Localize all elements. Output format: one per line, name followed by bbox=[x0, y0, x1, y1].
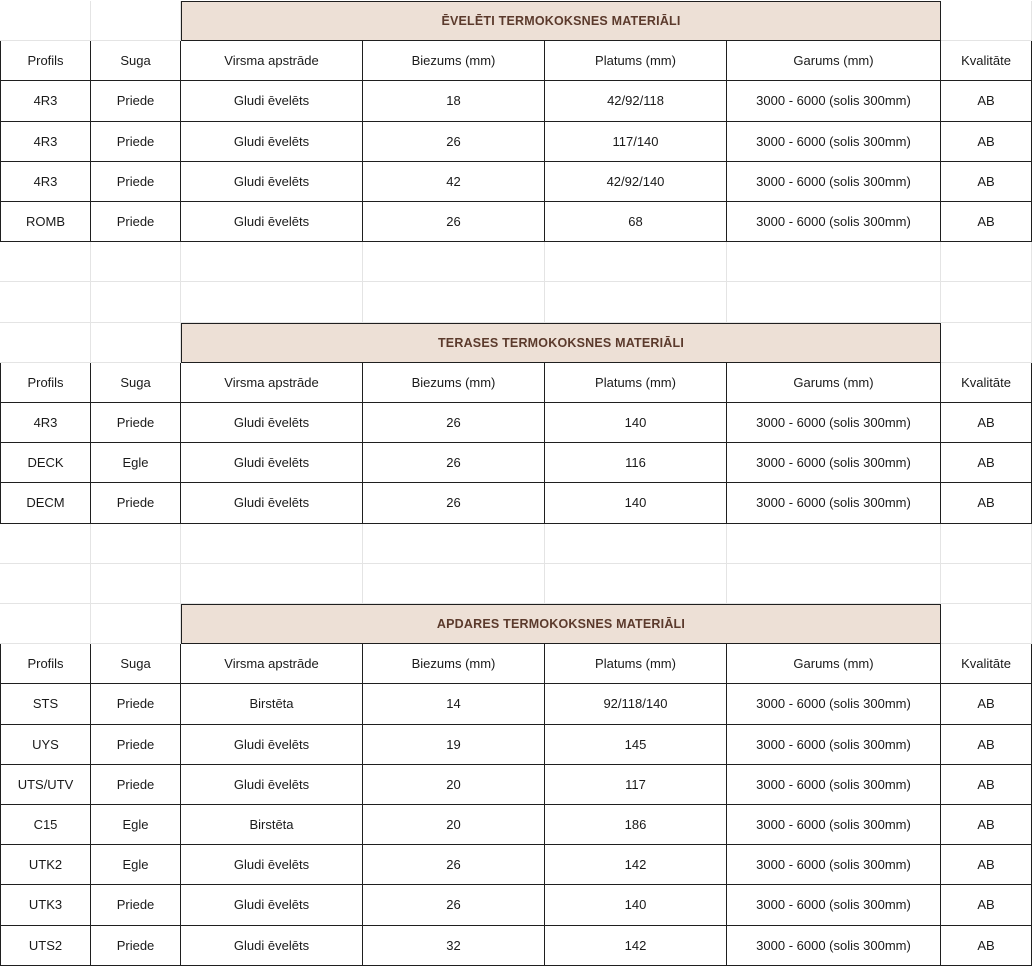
cell-platums: 42/92/118 bbox=[545, 81, 727, 121]
cell-garums: 3000 - 6000 (solis 300mm) bbox=[727, 443, 941, 483]
cell-platums: 68 bbox=[545, 202, 727, 242]
column-header-virsma: Virsma apstrāde bbox=[181, 644, 363, 684]
cell-garums: 3000 - 6000 (solis 300mm) bbox=[727, 845, 941, 885]
cell-platums: 42/92/140 bbox=[545, 162, 727, 202]
cell-garums: 3000 - 6000 (solis 300mm) bbox=[727, 684, 941, 724]
cell-biezums: 26 bbox=[363, 845, 545, 885]
empty-cell bbox=[91, 242, 181, 282]
cell-biezums: 18 bbox=[363, 81, 545, 121]
empty-cell bbox=[941, 323, 1032, 363]
empty-cell bbox=[0, 524, 91, 564]
cell-garums: 3000 - 6000 (solis 300mm) bbox=[727, 403, 941, 443]
cell-suga: Priede bbox=[91, 765, 181, 805]
cell-virsma: Gludi ēvelēts bbox=[181, 885, 363, 925]
cell-suga: Egle bbox=[91, 805, 181, 845]
empty-cell bbox=[0, 604, 91, 644]
empty-cell bbox=[941, 282, 1032, 322]
cell-profils: 4R3 bbox=[0, 81, 91, 121]
empty-cell bbox=[91, 282, 181, 322]
empty-cell bbox=[941, 1, 1032, 41]
cell-kvalitate: AB bbox=[941, 162, 1032, 202]
column-header-platums: Platums (mm) bbox=[545, 644, 727, 684]
empty-cell bbox=[91, 1, 181, 41]
cell-suga: Egle bbox=[91, 845, 181, 885]
cell-suga: Priede bbox=[91, 162, 181, 202]
cell-biezums: 42 bbox=[363, 162, 545, 202]
cell-kvalitate: AB bbox=[941, 403, 1032, 443]
column-header-platums: Platums (mm) bbox=[545, 363, 727, 403]
cell-platums: 186 bbox=[545, 805, 727, 845]
cell-kvalitate: AB bbox=[941, 765, 1032, 805]
cell-garums: 3000 - 6000 (solis 300mm) bbox=[727, 81, 941, 121]
cell-kvalitate: AB bbox=[941, 926, 1032, 966]
empty-cell bbox=[0, 1, 91, 41]
cell-profils: UYS bbox=[0, 725, 91, 765]
empty-cell bbox=[91, 323, 181, 363]
cell-platums: 140 bbox=[545, 885, 727, 925]
section-title: TERASES TERMOKOKSNES MATERIĀLI bbox=[181, 323, 941, 363]
cell-virsma: Gludi ēvelēts bbox=[181, 483, 363, 523]
cell-profils: DECK bbox=[0, 443, 91, 483]
empty-cell bbox=[941, 564, 1032, 604]
empty-cell bbox=[941, 604, 1032, 644]
cell-biezums: 26 bbox=[363, 443, 545, 483]
cell-virsma: Gludi ēvelēts bbox=[181, 162, 363, 202]
cell-biezums: 20 bbox=[363, 805, 545, 845]
empty-cell bbox=[727, 242, 941, 282]
cell-profils: 4R3 bbox=[0, 403, 91, 443]
cell-garums: 3000 - 6000 (solis 300mm) bbox=[727, 805, 941, 845]
cell-suga: Priede bbox=[91, 885, 181, 925]
cell-kvalitate: AB bbox=[941, 684, 1032, 724]
cell-virsma: Gludi ēvelēts bbox=[181, 845, 363, 885]
empty-cell bbox=[181, 524, 363, 564]
cell-biezums: 26 bbox=[363, 483, 545, 523]
cell-kvalitate: AB bbox=[941, 725, 1032, 765]
cell-kvalitate: AB bbox=[941, 483, 1032, 523]
cell-garums: 3000 - 6000 (solis 300mm) bbox=[727, 162, 941, 202]
cell-biezums: 32 bbox=[363, 926, 545, 966]
column-header-platums: Platums (mm) bbox=[545, 41, 727, 81]
cell-profils: STS bbox=[0, 684, 91, 724]
cell-virsma: Gludi ēvelēts bbox=[181, 403, 363, 443]
cell-platums: 117/140 bbox=[545, 122, 727, 162]
column-header-profils: Profils bbox=[0, 644, 91, 684]
section-title: APDARES TERMOKOKSNES MATERIĀLI bbox=[181, 604, 941, 644]
column-header-virsma: Virsma apstrāde bbox=[181, 363, 363, 403]
cell-virsma: Gludi ēvelēts bbox=[181, 81, 363, 121]
cell-biezums: 26 bbox=[363, 885, 545, 925]
column-header-suga: Suga bbox=[91, 644, 181, 684]
cell-platums: 92/118/140 bbox=[545, 684, 727, 724]
column-header-garums: Garums (mm) bbox=[727, 644, 941, 684]
cell-garums: 3000 - 6000 (solis 300mm) bbox=[727, 765, 941, 805]
cell-garums: 3000 - 6000 (solis 300mm) bbox=[727, 122, 941, 162]
cell-profils: C15 bbox=[0, 805, 91, 845]
column-header-kvalitate: Kvalitāte bbox=[941, 363, 1032, 403]
empty-cell bbox=[363, 524, 545, 564]
cell-virsma: Gludi ēvelēts bbox=[181, 202, 363, 242]
empty-cell bbox=[727, 282, 941, 322]
cell-kvalitate: AB bbox=[941, 845, 1032, 885]
cell-profils: ROMB bbox=[0, 202, 91, 242]
cell-platums: 142 bbox=[545, 845, 727, 885]
empty-cell bbox=[941, 524, 1032, 564]
empty-cell bbox=[91, 524, 181, 564]
cell-suga: Priede bbox=[91, 483, 181, 523]
cell-biezums: 20 bbox=[363, 765, 545, 805]
cell-profils: 4R3 bbox=[0, 122, 91, 162]
cell-biezums: 19 bbox=[363, 725, 545, 765]
empty-cell bbox=[727, 564, 941, 604]
cell-garums: 3000 - 6000 (solis 300mm) bbox=[727, 926, 941, 966]
empty-cell bbox=[545, 524, 727, 564]
cell-kvalitate: AB bbox=[941, 805, 1032, 845]
cell-profils: UTK2 bbox=[0, 845, 91, 885]
empty-cell bbox=[727, 524, 941, 564]
empty-cell bbox=[0, 282, 91, 322]
cell-profils: 4R3 bbox=[0, 162, 91, 202]
cell-virsma: Gludi ēvelēts bbox=[181, 926, 363, 966]
cell-biezums: 26 bbox=[363, 202, 545, 242]
empty-cell bbox=[363, 564, 545, 604]
column-header-suga: Suga bbox=[91, 363, 181, 403]
cell-garums: 3000 - 6000 (solis 300mm) bbox=[727, 202, 941, 242]
cell-garums: 3000 - 6000 (solis 300mm) bbox=[727, 885, 941, 925]
cell-suga: Priede bbox=[91, 122, 181, 162]
empty-cell bbox=[0, 323, 91, 363]
cell-virsma: Gludi ēvelēts bbox=[181, 122, 363, 162]
cell-kvalitate: AB bbox=[941, 122, 1032, 162]
cell-suga: Priede bbox=[91, 81, 181, 121]
empty-cell bbox=[363, 242, 545, 282]
cell-platums: 140 bbox=[545, 483, 727, 523]
cell-suga: Priede bbox=[91, 684, 181, 724]
cell-suga: Priede bbox=[91, 202, 181, 242]
cell-platums: 140 bbox=[545, 403, 727, 443]
empty-cell bbox=[545, 564, 727, 604]
cell-profils: UTS2 bbox=[0, 926, 91, 966]
cell-virsma: Gludi ēvelēts bbox=[181, 443, 363, 483]
cell-suga: Egle bbox=[91, 443, 181, 483]
cell-kvalitate: AB bbox=[941, 202, 1032, 242]
empty-cell bbox=[545, 282, 727, 322]
column-header-suga: Suga bbox=[91, 41, 181, 81]
empty-cell bbox=[545, 242, 727, 282]
cell-platums: 116 bbox=[545, 443, 727, 483]
cell-suga: Priede bbox=[91, 725, 181, 765]
empty-cell bbox=[0, 564, 91, 604]
cell-virsma: Gludi ēvelēts bbox=[181, 765, 363, 805]
cell-kvalitate: AB bbox=[941, 443, 1032, 483]
column-header-kvalitate: Kvalitāte bbox=[941, 41, 1032, 81]
column-header-garums: Garums (mm) bbox=[727, 363, 941, 403]
cell-suga: Priede bbox=[91, 926, 181, 966]
column-header-biezums: Biezums (mm) bbox=[363, 363, 545, 403]
column-header-garums: Garums (mm) bbox=[727, 41, 941, 81]
cell-profils: UTK3 bbox=[0, 885, 91, 925]
section-title: ĒVELĒTI TERMOKOKSNES MATERIĀLI bbox=[181, 1, 941, 41]
empty-cell bbox=[91, 604, 181, 644]
empty-cell bbox=[91, 564, 181, 604]
empty-cell bbox=[0, 242, 91, 282]
cell-biezums: 14 bbox=[363, 684, 545, 724]
empty-cell bbox=[181, 242, 363, 282]
empty-cell bbox=[363, 282, 545, 322]
column-header-biezums: Biezums (mm) bbox=[363, 41, 545, 81]
empty-cell bbox=[941, 242, 1032, 282]
cell-profils: UTS/UTV bbox=[0, 765, 91, 805]
cell-biezums: 26 bbox=[363, 403, 545, 443]
column-header-biezums: Biezums (mm) bbox=[363, 644, 545, 684]
cell-biezums: 26 bbox=[363, 122, 545, 162]
cell-kvalitate: AB bbox=[941, 81, 1032, 121]
cell-kvalitate: AB bbox=[941, 885, 1032, 925]
column-header-kvalitate: Kvalitāte bbox=[941, 644, 1032, 684]
cell-virsma: Gludi ēvelēts bbox=[181, 725, 363, 765]
column-header-virsma: Virsma apstrāde bbox=[181, 41, 363, 81]
column-header-profils: Profils bbox=[0, 363, 91, 403]
cell-suga: Priede bbox=[91, 403, 181, 443]
cell-virsma: Birstēta bbox=[181, 684, 363, 724]
cell-garums: 3000 - 6000 (solis 300mm) bbox=[727, 725, 941, 765]
cell-profils: DECM bbox=[0, 483, 91, 523]
cell-platums: 142 bbox=[545, 926, 727, 966]
empty-cell bbox=[181, 282, 363, 322]
cell-virsma: Birstēta bbox=[181, 805, 363, 845]
empty-cell bbox=[181, 564, 363, 604]
cell-platums: 117 bbox=[545, 765, 727, 805]
column-header-profils: Profils bbox=[0, 41, 91, 81]
cell-garums: 3000 - 6000 (solis 300mm) bbox=[727, 483, 941, 523]
cell-platums: 145 bbox=[545, 725, 727, 765]
